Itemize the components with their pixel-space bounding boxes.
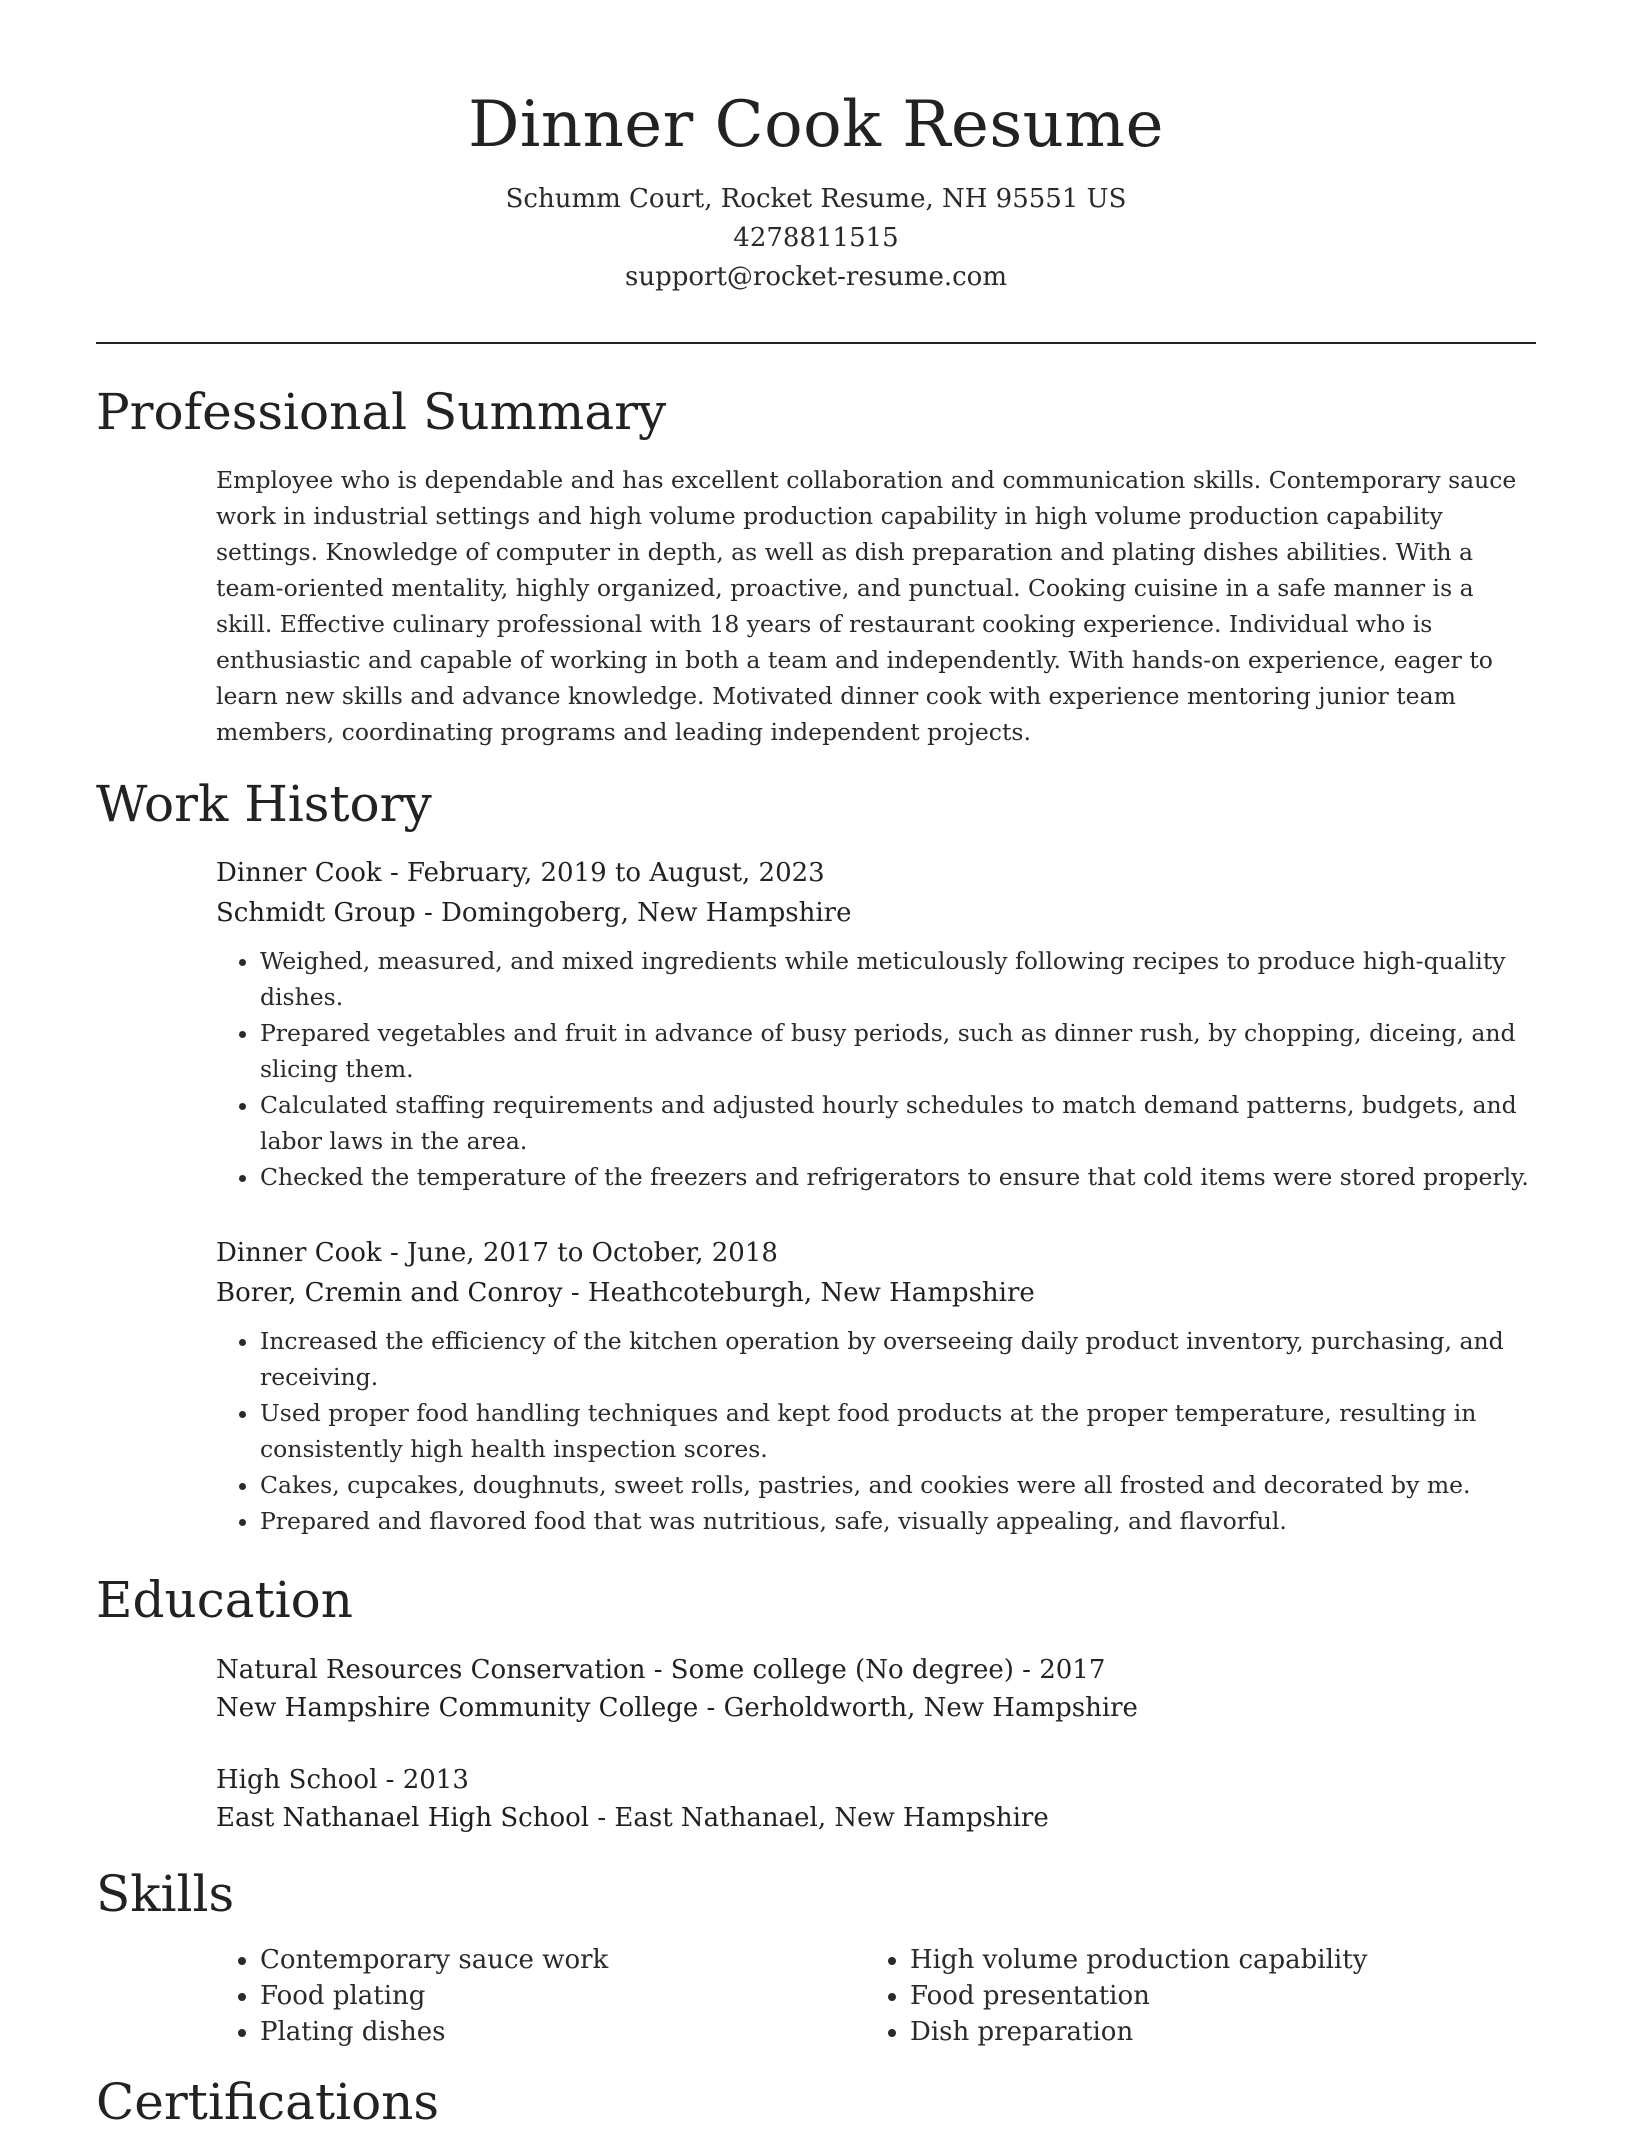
skills-column-right: [866, 1942, 1516, 2050]
skills-heading: Skills: [96, 1865, 235, 1923]
job-title: Dinner Cook: [216, 1238, 382, 1268]
education-degree: Natural Resources Conservation - Some college (No degree) - 2017: [216, 1655, 1106, 1685]
list-item: • Calculated staffing requirements and adjusted hourly schedules to match demand patterns, budgets, and labor laws in the area.: [260, 1087, 1536, 1159]
education-school-line: [216, 1799, 1536, 1837]
list-item: • Prepared vegetables and fruit in advance of busy periods, such as dinner rush, by chopping, diceing, and slicing them.: [260, 1015, 1536, 1087]
contact-info: [0, 180, 1632, 297]
list-item: • Increased the efficiency of the kitchen operation by overseeing daily product inventory, purchasing, and receiving.: [260, 1323, 1536, 1395]
job-company: Borer, Cremin and Conroy: [216, 1278, 563, 1308]
education-school: New Hampshire Community College: [216, 1693, 699, 1723]
job-company: Schmidt Group: [216, 898, 416, 928]
job-entry: [216, 1233, 1536, 1539]
education-school-line: [216, 1689, 1536, 1727]
job-company-line: [216, 893, 1536, 933]
education-heading: Education: [96, 1571, 353, 1629]
job-company-line: [216, 1273, 1536, 1313]
skills-list: [216, 1942, 866, 2050]
list-item: • Food plating: [260, 1978, 866, 2014]
list-item: • Checked the temperature of the freezers and refrigerators to ensure that cold items were stored properly.: [260, 1159, 1536, 1195]
summary-text: Employee who is dependable and has excellent collaboration and communication skills. Contemporary sauce work in industrial settings and high volume production capability in high volume production capability settings. Knowledge of computer in depth, as well as dish preparation and plating dishes abilities. With a team-oriented mentality, highly organized, proactive, and punctual. Cooking cuisine in a safe manner is a skill. Effective culinary professional with 18 years of restaurant cooking experience. Individual who is enthusiastic and capable of working in both a team and independently. With hands-on experience, eager to learn new skills and advance knowledge. Motivated dinner cook with experience mentoring junior team members, coordinating programs and leading independent projects.: [216, 466, 1517, 746]
job-duties: [216, 1323, 1536, 1539]
job-title-line: [216, 853, 1536, 893]
resume-title: Dinner Cook Resume: [468, 88, 1164, 162]
list-item: • Weighed, measured, and mixed ingredients while meticulously following recipes to produce high-quality dishes.: [260, 943, 1536, 1015]
list-item: • Contemporary sauce work: [260, 1942, 866, 1978]
list-item: • Cakes, cupcakes, doughnuts, sweet rolls, pastries, and cookies were all frosted and decorated by me.: [260, 1467, 1536, 1503]
job-location: - Heathcoteburgh, New Hampshire: [562, 1278, 1035, 1308]
certifications-heading: Certifications: [96, 2073, 440, 2131]
list-item: • Dish preparation: [910, 2014, 1516, 2050]
job-dates: - June, 2017 to October, 2018: [381, 1238, 778, 1268]
education-entry: [216, 1651, 1536, 1727]
skills-list: [866, 1942, 1516, 2050]
header-divider: [96, 342, 1536, 344]
skills-column-left: [216, 1942, 866, 2050]
list-item: • Used proper food handling techniques and kept food products at the proper temperature, resulting in consistently high health inspection scores.: [260, 1395, 1536, 1467]
job-duties: [216, 943, 1536, 1195]
summary-section: [216, 462, 1536, 750]
resume-header: [0, 0, 1632, 297]
work-history-heading: Work History: [96, 775, 432, 833]
list-item: • Plating dishes: [260, 2014, 866, 2050]
education-degree: High School - 2013: [216, 1765, 469, 1795]
skills-section: [216, 1942, 1536, 2050]
summary-heading: Professional Summary: [96, 383, 667, 441]
job-location: - Domingoberg, New Hampshire: [415, 898, 852, 928]
job-title-line: [216, 1233, 1536, 1273]
education-location: - East Nathanael, New Hampshire: [589, 1803, 1049, 1833]
job-entry: [216, 853, 1536, 1195]
address: Schumm Court, Rocket Resume, NH 95551 US: [505, 184, 1127, 214]
phone: 4278811515: [733, 223, 899, 253]
education-entry: [216, 1761, 1536, 1837]
list-item: • Food presentation: [910, 1978, 1516, 2014]
list-item: • High volume production capability: [910, 1942, 1516, 1978]
job-title: Dinner Cook: [216, 858, 382, 888]
email: support@rocket-resume.com: [624, 262, 1007, 292]
skills-grid: [216, 1942, 1536, 2050]
education-school: East Nathanael High School: [216, 1803, 590, 1833]
job-dates: - February, 2019 to August, 2023: [381, 858, 825, 888]
list-item: • Prepared and flavored food that was nutritious, safe, visually appealing, and flavorful.: [260, 1503, 1536, 1539]
education-location: - Gerholdworth, New Hampshire: [698, 1693, 1138, 1723]
